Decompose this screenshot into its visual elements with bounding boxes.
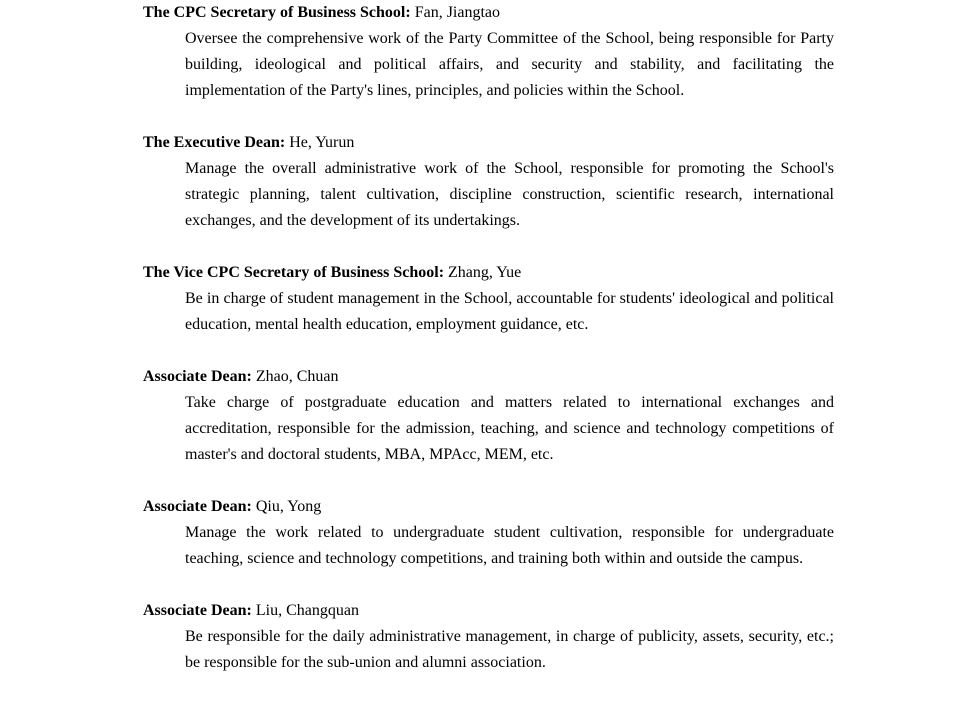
role-description: Oversee the comprehensive work of the Party Committee of the School, being responsible for Party building, ideological and political affairs, and security and stability, and facilitating the implementation of the Party's lines, principles, and policies within the School. [185, 30, 834, 99]
role-section-cpc-secretary [143, 0, 834, 104]
role-description: Manage the work related to undergraduate student cultivation, responsible for undergraduate teaching, science and technology competitions, and training both within and outside the campus. [185, 524, 834, 567]
role-description: Manage the overall administrative work of the School, responsible for promoting the School's strategic planning, talent cultivation, discipline construction, scientific research, international exchanges, and the development of its undertakings. [185, 160, 834, 229]
role-holder-name: Qiu, Yong [255, 498, 322, 515]
role-section-executive-dean [143, 130, 834, 234]
role-holder-name: Fan, Jiangtao [414, 4, 501, 21]
role-section-associate-dean-liu [143, 598, 834, 676]
role-holder-name: Zhang, Yue [448, 264, 522, 281]
role-section-associate-dean-qiu [143, 494, 834, 572]
role-heading [143, 130, 834, 156]
role-description: Be in charge of student management in the School, accountable for students' ideological and political education, mental health education, employment guidance, etc. [185, 290, 834, 333]
role-title: The Executive Dean: [143, 134, 286, 151]
role-heading [143, 0, 834, 26]
role-holder-name: Zhao, Chuan [255, 368, 339, 385]
role-section-vice-cpc-secretary [143, 260, 834, 338]
role-title: The CPC Secretary of Business School: [143, 4, 411, 21]
role-section-associate-dean-zhao [143, 364, 834, 468]
role-title: Associate Dean: [143, 498, 252, 515]
role-holder-name: He, Yurun [289, 134, 355, 151]
role-heading [143, 494, 834, 520]
role-heading [143, 364, 834, 390]
role-heading [143, 260, 834, 286]
role-heading [143, 598, 834, 624]
document-content [143, 0, 834, 676]
role-title: Associate Dean: [143, 368, 252, 385]
role-description: Take charge of postgraduate education and matters related to international exchanges and accreditation, responsible for the admission, teaching, and science and technology competitions of master's and doctoral students, MBA, MPAcc, MEM, etc. [185, 394, 834, 463]
role-title: Associate Dean: [143, 602, 252, 619]
role-title: The Vice CPC Secretary of Business School: [143, 264, 445, 281]
role-description: Be responsible for the daily administrative management, in charge of publicity, assets, security, etc.; be responsible for the sub-union and alumni association. [185, 628, 834, 671]
role-holder-name: Liu, Changquan [255, 602, 359, 619]
